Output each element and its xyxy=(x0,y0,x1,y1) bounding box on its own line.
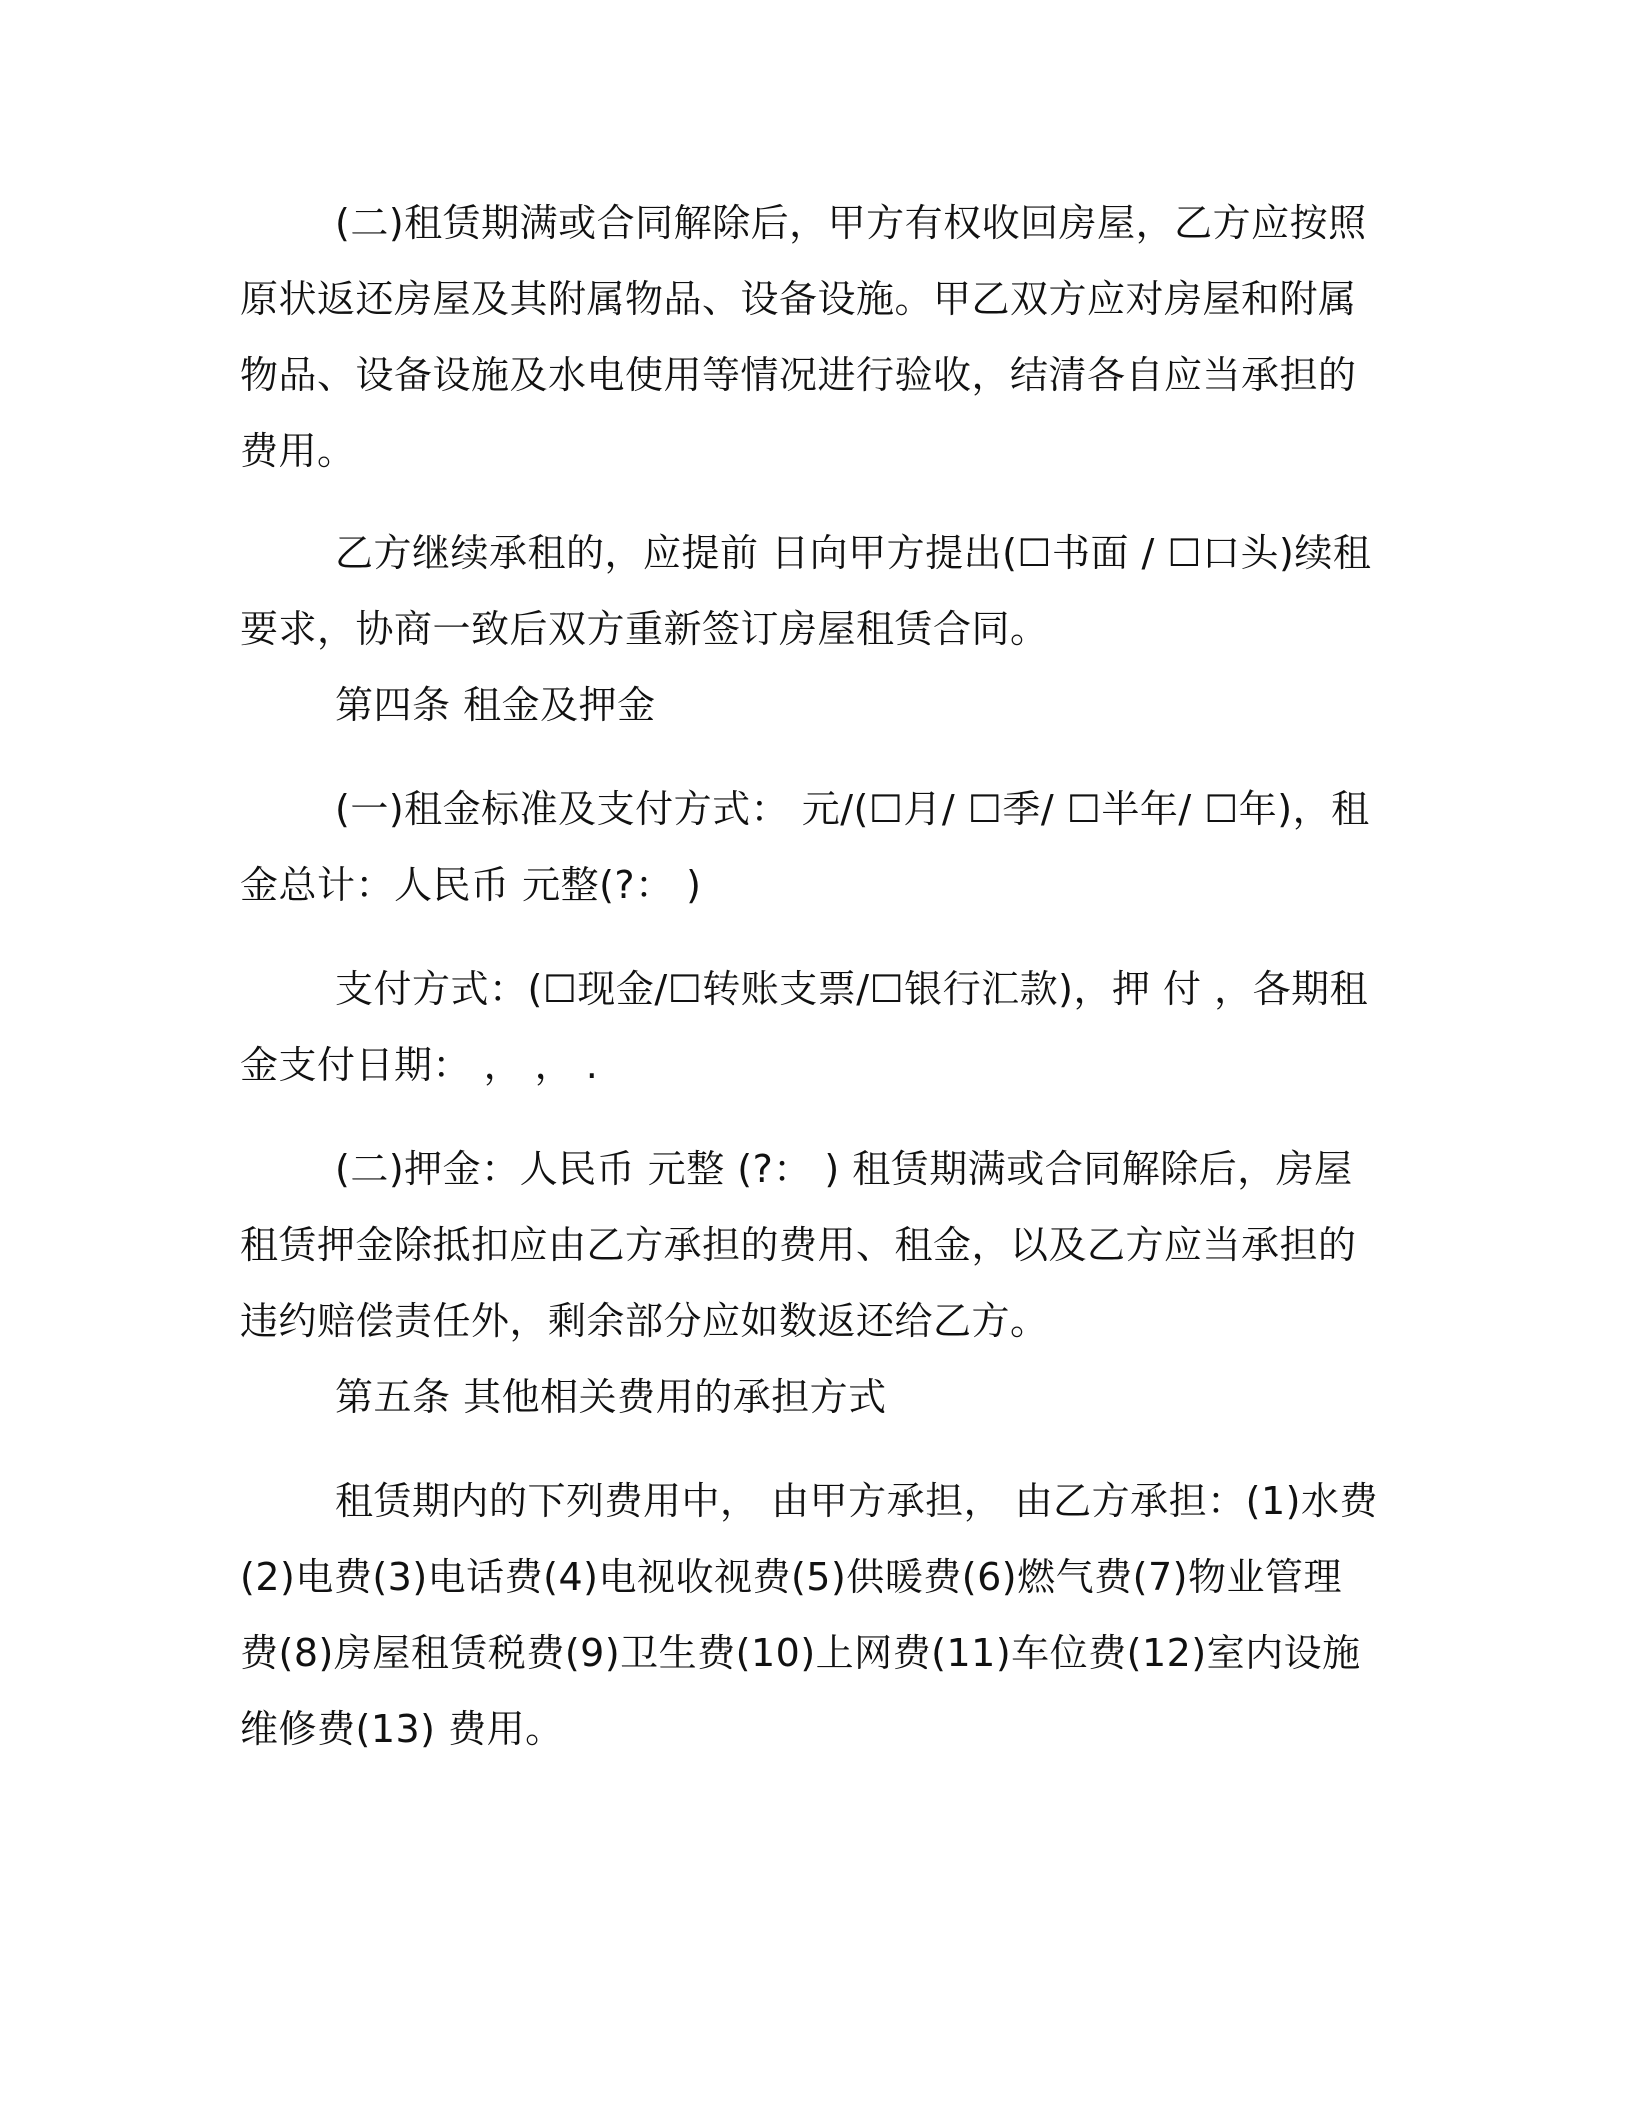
paragraph-lease-end-return: (二)租赁期满或合同解除后，甲方有权收回房屋，乙方应按照原状返还房屋及其附属物品、设备设施。甲乙双方应对房屋和附属物品、设备设施及水电使用等情况进行验收，结清各自应当承担的费用。 xyxy=(240,201,1367,473)
heading-article-5: 第五条 其他相关费用的承担方式 xyxy=(335,1375,887,1419)
paragraph-renewal: 乙方继续承租的，应提前 日向甲方提出(☐书面 / ☐口头)续租要求，协商一致后双方重新签订房屋租赁合同。 xyxy=(240,531,1372,651)
paragraph-other-fees: 租赁期内的下列费用中， 由甲方承担， 由乙方承担：(1)水费(2)电费(3)电话费(4)电视收视费(5)供暖费(6)燃气费(7)物业管理费(8)房屋租赁税费(9)卫生费(10)上网费(11)车位费(12)室内设施维修费(13) 费用。 xyxy=(240,1479,1378,1751)
document-body xyxy=(240,185,1380,1767)
paragraph-rent-standard: (一)租金标准及支付方式： 元/(☐月/ ☐季/ ☐半年/ ☐年)，租金总计：人民币 元整(?： ) xyxy=(240,787,1370,907)
paragraph-deposit: (二)押金：人民币 元整 (?： ) 租赁期满或合同解除后，房屋租赁押金除抵扣应由乙方承担的费用、租金，以及乙方应当承担的违约赔偿责任外，剩余部分应如数返还给乙方。 xyxy=(240,1147,1357,1343)
paragraph-payment-method: 支付方式：(☐现金/☐转账支票/☐银行汇款)，押 付 ，各期租金支付日期： ， ， . xyxy=(240,967,1369,1087)
heading-article-4: 第四条 租金及押金 xyxy=(335,683,656,727)
